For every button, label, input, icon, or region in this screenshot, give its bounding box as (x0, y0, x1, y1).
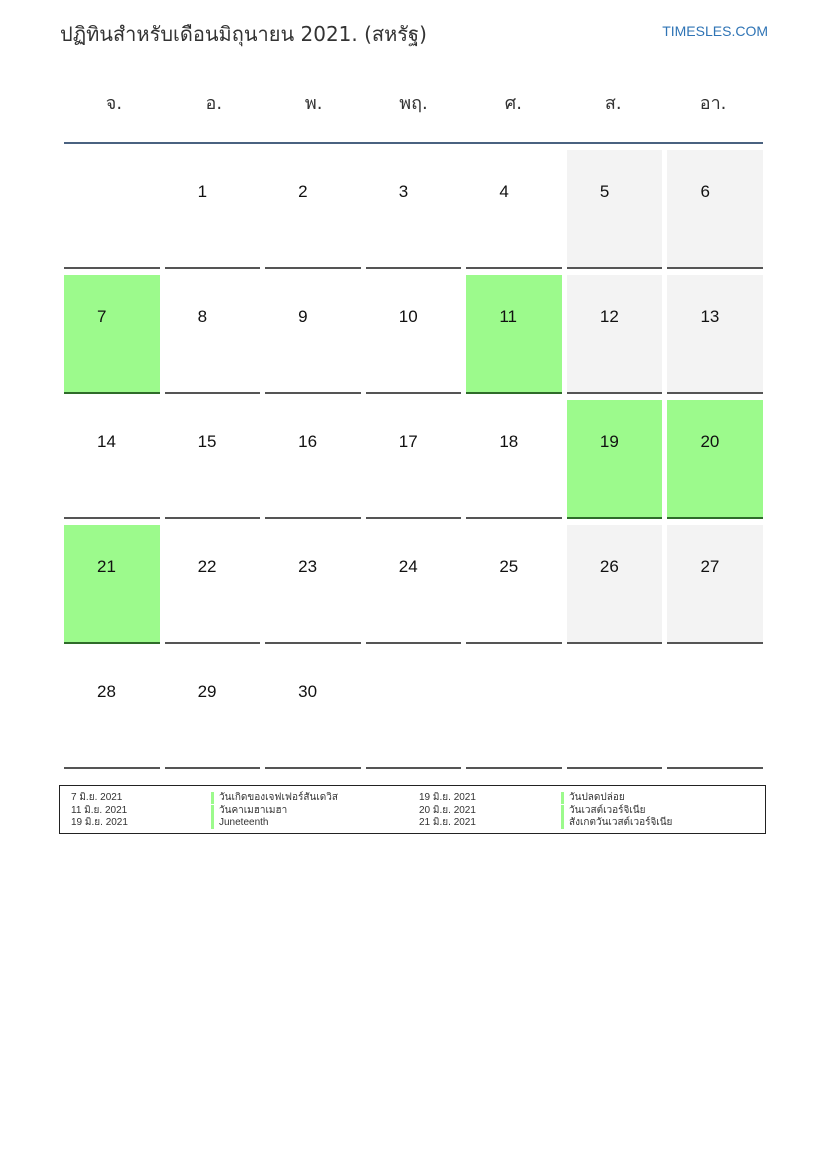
legend-row (71, 805, 761, 817)
day-cell (366, 275, 462, 394)
day-cell (265, 650, 361, 769)
day-cell-holiday (64, 525, 160, 644)
day-number: 5 (599, 182, 610, 201)
day-cell (265, 275, 361, 394)
day-number: 24 (398, 557, 418, 576)
day-cell (265, 150, 361, 269)
holiday-legend (59, 785, 766, 834)
day-number: 3 (398, 182, 409, 201)
holiday-name: วันเกิดของเจฟเฟอร์สันเดวิส (211, 792, 338, 804)
day-number: 21 (97, 557, 116, 576)
day-number: 1 (197, 182, 208, 201)
calendar-grid (64, 80, 763, 769)
weekday-mon: จ. (105, 93, 123, 114)
day-cell (366, 650, 462, 769)
day-number: 29 (197, 682, 217, 701)
holiday-name: วันเวสต์เวอร์จิเนีย (561, 805, 645, 817)
day-cell (64, 400, 160, 519)
day-cell (366, 150, 462, 269)
day-cell (165, 650, 261, 769)
day-cell (567, 650, 663, 769)
day-number: 2 (298, 182, 308, 201)
day-cell-holiday (567, 400, 663, 519)
day-cell (165, 525, 261, 644)
legend-row (71, 817, 761, 829)
day-cell-holiday (667, 400, 763, 519)
weeks-container (64, 150, 763, 769)
day-number: 16 (298, 432, 318, 451)
holiday-date: 11 มิ.ย. 2021 (71, 804, 128, 816)
weekday-sun: อา. (699, 93, 727, 114)
week-row (64, 150, 763, 269)
day-cell-weekend (667, 525, 763, 644)
day-number: 8 (197, 307, 208, 326)
holiday-name: วันปลดปล่อย (561, 792, 625, 804)
weekday-thu: พฤ. (399, 93, 428, 114)
day-cell-holiday (64, 275, 160, 394)
day-cell-holiday (466, 275, 562, 394)
weekday-wed: พ. (304, 93, 323, 114)
week-row (64, 650, 763, 769)
day-number: 23 (298, 557, 318, 576)
day-number: 14 (97, 432, 116, 451)
day-cell-weekend (567, 275, 663, 394)
day-cell (466, 400, 562, 519)
holiday-date: 7 มิ.ย. 2021 (71, 792, 123, 803)
day-number: 4 (499, 182, 509, 201)
site-link[interactable]: TIMESLES.COM (662, 23, 768, 39)
day-number: 12 (599, 307, 619, 326)
day-number: 13 (700, 307, 720, 326)
day-cell-weekend (567, 150, 663, 269)
day-cell-weekend (667, 150, 763, 269)
holiday-date: 21 มิ.ย. 2021 (419, 817, 476, 828)
page-title: ปฏิทินสำหรับเดือนมิถุนายน 2021. (สหรัฐ) (60, 22, 427, 46)
week-row (64, 275, 763, 394)
day-cell (165, 275, 261, 394)
day-number: 19 (599, 432, 619, 451)
day-number: 22 (197, 557, 217, 576)
day-cell (64, 150, 160, 269)
day-number: 11 (499, 307, 517, 326)
weekday-sat: ส. (604, 93, 622, 114)
day-cell-weekend (567, 525, 663, 644)
day-cell (165, 400, 261, 519)
holiday-name: สังเกตวันเวสต์เวอร์จิเนีย (561, 817, 672, 829)
week-row (64, 400, 763, 519)
day-number: 6 (700, 182, 710, 201)
day-number: 10 (398, 307, 418, 326)
holiday-name: วันคาเมฮาเมฮา (211, 805, 287, 817)
day-number: 7 (97, 307, 107, 326)
day-cell (265, 525, 361, 644)
weekday-fri: ศ. (504, 93, 522, 114)
day-number: 18 (499, 432, 519, 451)
holiday-date: 19 มิ.ย. 2021 (419, 792, 476, 803)
day-cell (366, 400, 462, 519)
day-cell (466, 650, 562, 769)
day-number: 20 (700, 432, 720, 451)
weekday-tue: อ. (205, 93, 223, 114)
day-cell (64, 650, 160, 769)
day-number: 27 (700, 557, 720, 576)
holiday-date: 19 มิ.ย. 2021 (71, 817, 128, 828)
week-row (64, 525, 763, 644)
day-cell (265, 400, 361, 519)
day-number: 26 (599, 557, 619, 576)
weekday-header (64, 80, 763, 144)
day-number: 30 (298, 682, 318, 701)
day-number: 28 (97, 682, 116, 701)
day-cell (366, 525, 462, 644)
day-cell (667, 650, 763, 769)
holiday-date: 20 มิ.ย. 2021 (419, 804, 476, 816)
day-cell (165, 150, 261, 269)
holiday-name: Juneteenth (211, 817, 269, 829)
day-number: 17 (398, 432, 418, 451)
day-cell (466, 525, 562, 644)
day-number: 25 (499, 557, 519, 576)
legend-row (71, 792, 761, 804)
day-number: 15 (197, 432, 217, 451)
day-cell-weekend (667, 275, 763, 394)
day-cell (466, 150, 562, 269)
day-number: 9 (298, 307, 308, 326)
